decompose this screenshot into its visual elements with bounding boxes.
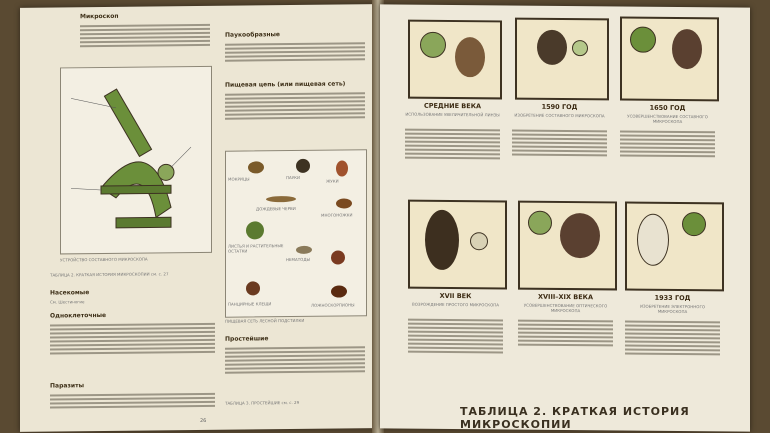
beetle-icon xyxy=(336,160,348,176)
era-subtitle: ИЗОБРЕТЕНИЕ СОСТАВНОГО МИКРОСКОПА xyxy=(514,112,605,119)
heading-food-chain: Пищевая цепь (или пищевая сеть) xyxy=(225,80,346,89)
heading-unicellular: Одноклеточные xyxy=(50,311,107,320)
spider-icon xyxy=(296,159,310,173)
era-subtitle: УСОВЕРШЕНСТВОВАНИЕ ОПТИЧЕСКОГО МИКРОСКОПА xyxy=(523,302,608,314)
web-label: ПАНЦИРНЫЕ КЛЕЩИ xyxy=(228,301,272,307)
table-headline: ТАБЛИЦА 2. КРАТКАЯ ИСТОРИЯ МИКРОСКОПИИ xyxy=(460,405,690,431)
worm-icon xyxy=(266,196,296,202)
era-panel-1933 xyxy=(625,202,724,292)
microscope-icon xyxy=(572,40,588,56)
woodlice-icon xyxy=(248,161,264,173)
tick-icon xyxy=(246,281,260,295)
page-number: 26 xyxy=(200,417,207,424)
right-page xyxy=(380,4,750,431)
era-text xyxy=(405,127,500,188)
era-panel-18-19-century xyxy=(518,201,617,291)
era-panel-middle-ages xyxy=(408,20,502,100)
microscope-figure xyxy=(60,66,212,255)
web-label: МНОГОНОЖКИ xyxy=(321,212,353,218)
heading-parasites: Паразиты xyxy=(50,382,85,390)
specimen-icon xyxy=(682,212,706,236)
web-label: ДОЖДЕВЫЕ ЧЕРВИ xyxy=(256,205,296,212)
era-panel-1650 xyxy=(620,16,719,101)
scientist-figure xyxy=(537,30,567,65)
web-label: ЖУКИ xyxy=(326,178,339,184)
web-label: ЛИСТЬЯ И РАСТИТЕЛЬНЫЕ ОСТАТКИ xyxy=(228,243,284,254)
monk-figure xyxy=(455,37,485,77)
era-text xyxy=(625,319,720,390)
specimen-icon xyxy=(528,211,552,235)
lens-icon xyxy=(420,32,446,58)
era-subtitle: ИЗОБРЕТЕНИЕ ЭЛЕКТРОННОГО МИКРОСКОПА xyxy=(639,303,706,315)
left-page xyxy=(20,4,375,432)
era-title: 1933 ГОД xyxy=(654,293,691,303)
millipede-icon xyxy=(336,198,352,208)
heading-insects: Насекомые xyxy=(50,289,90,297)
specimen-icon xyxy=(630,27,656,53)
microscope-icon xyxy=(61,67,211,254)
era-text xyxy=(620,128,715,189)
lens-icon xyxy=(470,232,488,250)
body-text xyxy=(80,22,210,63)
web-label: МОКРИЦЫ xyxy=(228,176,250,182)
era-panel-1590 xyxy=(515,18,609,101)
era-title: СРЕДНИЕ ВЕКА xyxy=(423,101,482,111)
era-title: 1650 ГОД xyxy=(649,103,686,113)
heading-arachnids: Паукообразные xyxy=(225,31,280,39)
era-subtitle: УСОВЕРШЕНСТВОВАНИЕ СОСТАВНОГО МИКРОСКОПА xyxy=(627,113,708,125)
web-label: ЛОЖНОСКОРПИОНЫ xyxy=(311,302,355,308)
simplest-text xyxy=(225,344,365,395)
era-subtitle: ИСПОЛЬЗОВАНИЕ УВЕЛИЧИТЕЛЬНОЙ ЛИНЗЫ xyxy=(405,111,500,118)
era-title: XVII ВЕК xyxy=(439,291,472,301)
era-text xyxy=(408,317,503,388)
scientist-figure xyxy=(425,210,459,270)
unicellular-text xyxy=(50,321,215,378)
heading-simplest: Простейшие xyxy=(225,335,269,343)
pseudoscorpion-icon xyxy=(331,285,347,297)
heading-microscope: Микроскоп xyxy=(80,12,119,21)
scientist-figure xyxy=(560,213,600,258)
food-chain-text xyxy=(225,90,365,146)
scientist-figure xyxy=(672,29,702,69)
era-panel-17th-century xyxy=(408,200,507,290)
era-text xyxy=(518,318,613,379)
era-subtitle: ВОЗРОЖДЕНИЕ ПРОСТОГО МИКРОСКОПА xyxy=(412,301,499,308)
leaves-icon xyxy=(246,221,264,239)
see-also-insects: См. Шестиногие xyxy=(50,299,85,305)
web-label: НЕМАТОДЫ xyxy=(286,256,310,263)
food-web-caption: ПИЩЕВАЯ СЕТЬ ЛЕСНОЙ ПОДСТИЛКИ xyxy=(225,317,305,324)
table-reference: ТАБЛИЦА 2. КРАТКАЯ ИСТОРИЯ МИКРОСКОПИИ см. с. 27 xyxy=(50,271,169,278)
parasites-text xyxy=(50,391,215,425)
food-web-figure xyxy=(225,149,367,317)
simplest-table-reference: ТАБЛИЦА 3. ПРОСТЕЙШИЕ см. с. 29 xyxy=(225,399,300,406)
nematode-icon xyxy=(296,246,312,254)
era-text xyxy=(512,128,607,189)
microscope-caption: УСТРОЙСТВО СОСТАВНОГО МИКРОСКОПА xyxy=(60,256,148,263)
scientist-figure xyxy=(637,214,669,266)
mite-icon xyxy=(331,250,345,264)
web-label: ПАУКИ xyxy=(286,174,301,181)
era-title: XVIII–XIX ВЕКА xyxy=(538,292,593,302)
arachnids-text xyxy=(225,40,365,79)
era-title: 1590 ГОД xyxy=(541,102,578,112)
